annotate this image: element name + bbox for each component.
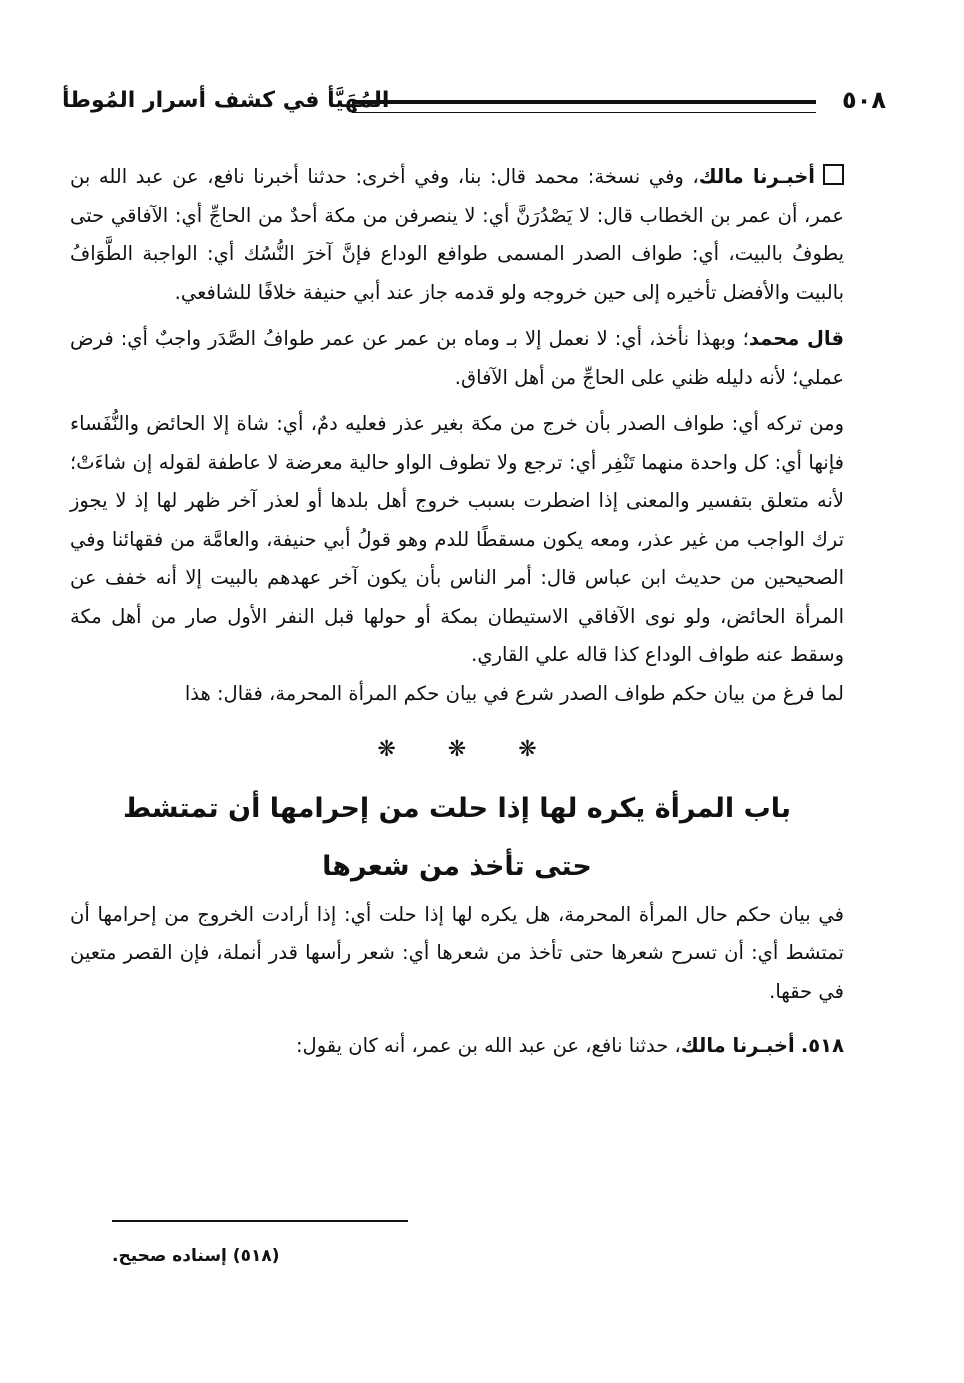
paragraph-lead: أخبـرنا مالك (698, 165, 815, 188)
paragraph-text: ؛ وبهذا نأخذ، أي: لا نعمل إلا بـ وماه بن عمر عن عمر طوافُ الصَّدَر واجبٌ أي: فرض عملي؛ لأنه دليله ظني على الحاجِّ من أهل الآفاق. (70, 327, 844, 389)
page-header (62, 86, 886, 126)
paragraph-commentary: ومن تركه أي: طواف الصدر بأن خرج من مكة بغير عذر فعليه دمٌ، أي: شاة إلا الحائض والنُّفَساء فإنها أي: كل واحدة منهما تَنْفِر أي: ترجع ولا تطوف الواو حالية معرضة لا عاطفة لقوله إن شاءَتْ؛ لأنه متعلق بتفسير والمعنى إذا اضطرت بسبب خروج أهل بلدها أو لعذر آخر ظهر لها إذ لا يجوز ترك الواجب من غير عذر، ومعه يكون مسقطًا للدم وهو قولُ أبي حنيفة، والعامَّة من فقهائنا وفي الصحيحين من حديث ابن عباس قال: أمر الناس بأن يكون آخر عهدهم بالبيت إلا أنه خفف عن المرأة الحائض، ولو نوى الآفاقي الاستيطان بمكة أو حولها قبل النفر الأول صار من أهل مكة وسقط عنه طواف الوداع كذا قاله علي القاري. (70, 412, 844, 666)
chapter-heading-line: حتى تأخذ من شعرها (322, 850, 592, 882)
paragraph-chapter-explanation: في بيان حكم حال المرأة المحرمة، هل يكره لها إذا حلت أي: إذا أرادت الخروج من إحرامها أن تمتشط أي: أن تسرح شعرها حتى تأخذ من شعرها أي: شعر رأسها قدر أنملة، فإن القصر متعين في حقها. (70, 902, 844, 1003)
section-divider (70, 731, 844, 770)
footnote: (٥١٨) إسناده صحيح. (112, 1246, 280, 1266)
page-number: ٥٠٨ (842, 86, 886, 114)
square-marker-icon (823, 164, 844, 185)
asterisk-icon: ❋ (377, 737, 396, 762)
running-title: المُهَيَّأ في كشف أسرار المُوطأ (62, 88, 390, 113)
header-rule (352, 100, 816, 113)
asterisk-icon: ❋ (518, 737, 537, 762)
paragraph-lead: أخبـرنا مالك (680, 1034, 795, 1057)
hadith-number: ٥١٨. (800, 1034, 844, 1057)
paragraph-lead: قال محمد (748, 327, 845, 350)
paragraph-hadith-517 (70, 158, 844, 312)
paragraph-muhammad (70, 320, 844, 397)
page-body (70, 158, 844, 1066)
paragraph-hadith-518 (70, 1027, 844, 1066)
paragraph-text: ، حدثنا نافع، عن عبد الله بن عمر، أنه كان يقول: (295, 1034, 681, 1057)
asterisk-icon: ❋ (447, 737, 467, 762)
footnote-rule (112, 1220, 408, 1222)
paragraph-text: ، وفي نسخة: محمد قال: بنا، وفي أخرى: حدثنا أخبرنا نافع، عن عبد الله بن عمر، أن عمر بن الخطاب قال: لا يَصْدُرَنَّ أي: لا ينصرفن من مكة أحدٌ من الحاجِّ أي: الآفاقي حتى يطوفُ بالبيت، أي: طواف الصدر المسمى طوافع الوداع فإنَّ آخرَ النُّسُك أي: الواجبة الطَّوَافُ بالبيت والأفضل تأخيره إلى حين خروجه ولو قدمه جاز عند أبي حنيفة خلافًا للشافعي. (70, 165, 844, 304)
chapter-heading-line: باب المرأة يكره لها إذا حلت من إحرامها أن تمتشط (123, 792, 791, 824)
paragraph-transition: لما فرغ من بيان حكم طواف الصدر شرع في بيان حكم المرأة المحرمة، فقال: هذا (184, 681, 844, 705)
chapter-heading (70, 780, 844, 896)
